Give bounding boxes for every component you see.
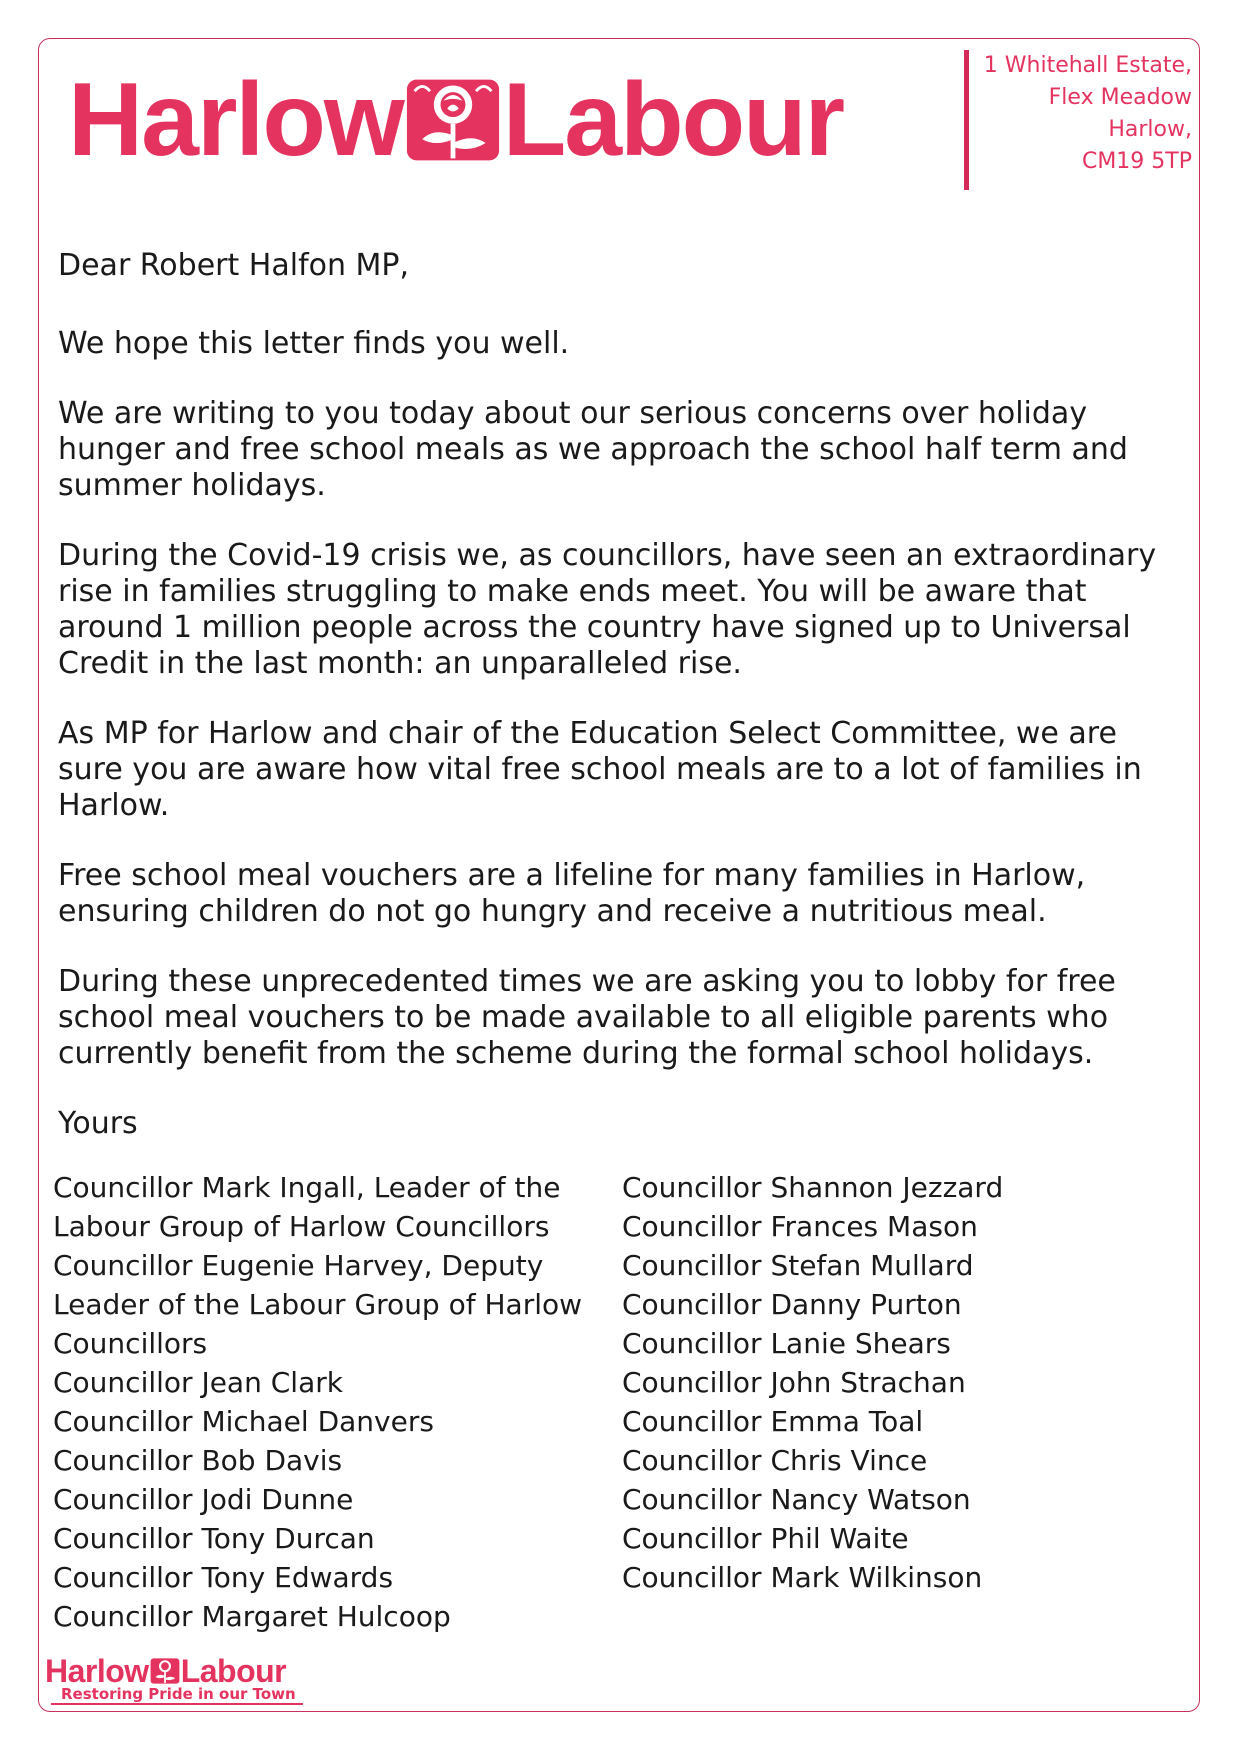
signatory: Councillor Tony Durcan — [53, 1522, 375, 1555]
signatory: Councillor Jodi Dunne — [53, 1483, 354, 1516]
signatory: Councillor Stefan Mullard — [622, 1249, 974, 1282]
footer-underline — [51, 1703, 303, 1705]
footer-tagline: Restoring Pride in our Town — [61, 1685, 296, 1703]
logo-word-labour: Labour — [502, 62, 844, 178]
letter-paragraph: Free school meal vouchers are a lifeline for many families in Harlow, ensuring children do not go hungry and receive a nutritious meal. — [58, 858, 1086, 929]
signatory: Councillor Frances Mason — [622, 1210, 978, 1243]
rose-icon — [150, 1656, 180, 1686]
signatory: Leader of the Labour Group of Harlow — [53, 1288, 583, 1321]
signatory: Councillor Danny Purton — [622, 1288, 962, 1321]
address-line: CM19 5TP — [1081, 149, 1192, 174]
signatory: Labour Group of Harlow Councillors — [53, 1210, 550, 1243]
signatory: Councillor Jean Clark — [53, 1366, 343, 1399]
closing: Yours — [58, 1106, 138, 1141]
letter-paragraph: We hope this letter finds you well. — [58, 326, 570, 361]
address-line: Harlow, — [1108, 117, 1192, 142]
harlow-labour-logo — [68, 62, 844, 178]
footer-logo-word-harlow: Harlow — [45, 1653, 149, 1689]
letter-paragraph: During these unprecedented times we are asking you to lobby for free school meal vouchers to be made available to all eligible parents who currently benefit from the scheme during the formal school holidays. — [58, 964, 1116, 1071]
letter-paragraph: We are writing to you today about our serious concerns over holiday hunger and free school meals as we approach the school half term and summer holidays. — [58, 396, 1128, 503]
signatory: Councillor Chris Vince — [622, 1444, 928, 1477]
signatory: Councillor Mark Ingall, Leader of the — [53, 1171, 561, 1204]
rose-icon — [405, 72, 501, 168]
signatory: Councillor Margaret Hulcoop — [53, 1600, 451, 1633]
salutation: Dear Robert Halfon MP, — [58, 248, 410, 283]
signatory: Councillor John Strachan — [622, 1366, 966, 1399]
signatory: Councillor Tony Edwards — [53, 1561, 394, 1594]
signatory: Councillor Michael Danvers — [53, 1405, 434, 1438]
signatory: Councillor Shannon Jezzard — [622, 1171, 1004, 1204]
signatory: Councillor Emma Toal — [622, 1405, 924, 1438]
letter-paragraph: As MP for Harlow and chair of the Education Select Committee, we are sure you are aware how vital free school meals are to a lot of families in Harlow. — [58, 716, 1142, 823]
signatory: Councillors — [53, 1327, 208, 1360]
header-divider — [964, 50, 969, 190]
signatory: Councillor Nancy Watson — [622, 1483, 971, 1516]
footer-logo-wordmark — [45, 1655, 315, 1687]
sender-address — [984, 50, 1192, 178]
signatory: Councillor Mark Wilkinson — [622, 1561, 983, 1594]
signatories-right-column — [622, 1168, 1182, 1597]
signatory: Councillor Bob Davis — [53, 1444, 343, 1477]
signatory: Councillor Phil Waite — [622, 1522, 909, 1555]
signatories-left-column — [53, 1168, 593, 1636]
signatory: Councillor Eugenie Harvey, Deputy — [53, 1249, 544, 1282]
address-line: 1 Whitehall Estate, — [983, 53, 1192, 78]
address-line: Flex Meadow — [1048, 85, 1192, 110]
footer-logo-word-labour: Labour — [180, 1653, 287, 1689]
letter-paragraph: During the Covid-19 crisis we, as councillors, have seen an extraordinary rise in families struggling to make ends meet. You will be aware that around 1 million people across the country have signed up to Universal Credit in the last month: an unparalleled rise. — [58, 538, 1157, 681]
footer-logo — [45, 1655, 315, 1705]
logo-word-harlow: Harlow — [68, 62, 403, 178]
signatory: Councillor Lanie Shears — [622, 1327, 951, 1360]
